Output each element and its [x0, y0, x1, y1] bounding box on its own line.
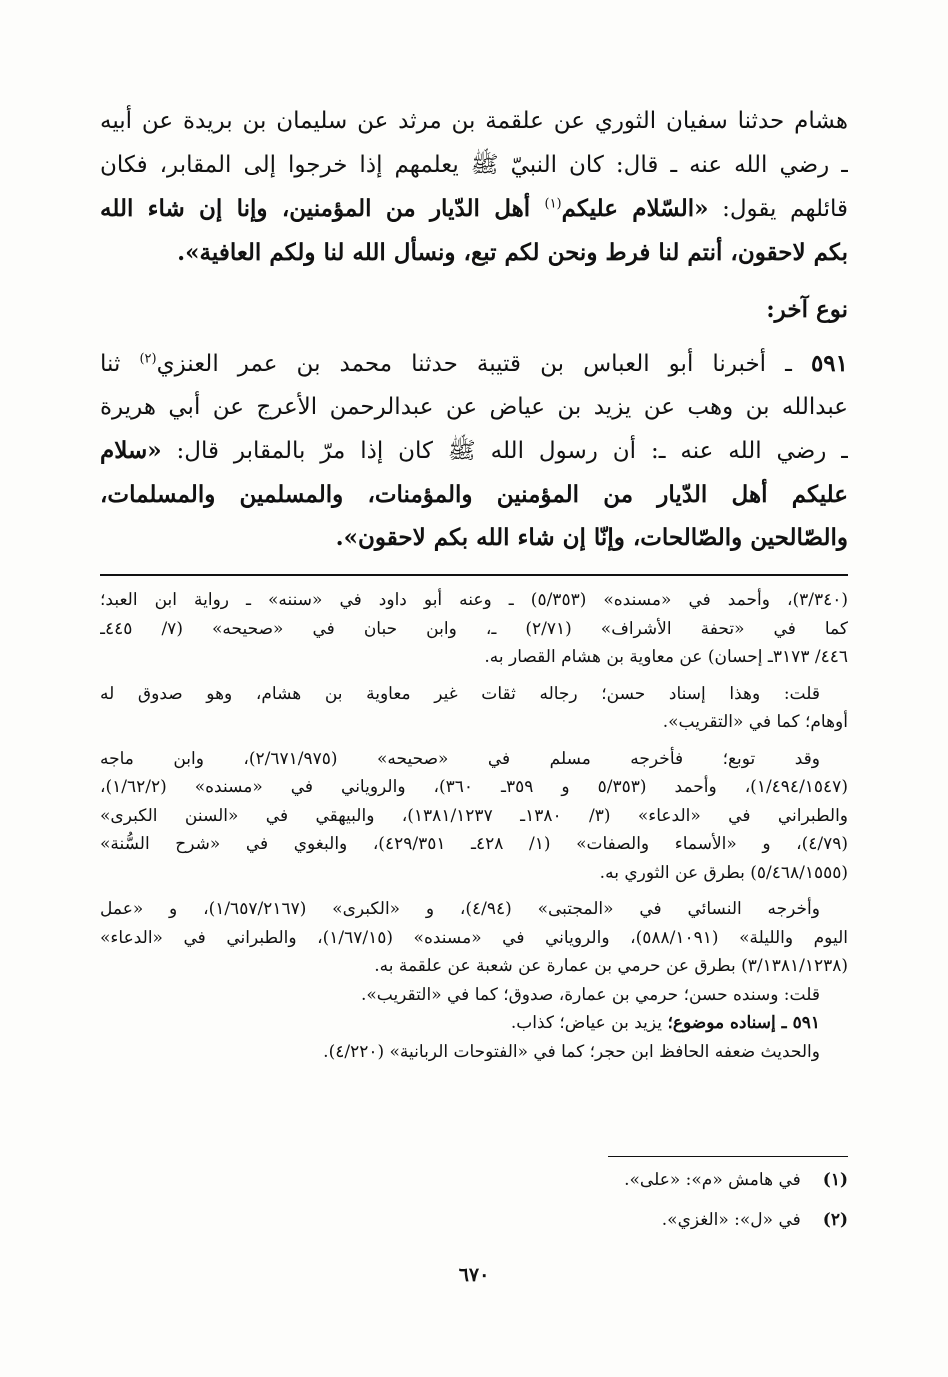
main-line: هشام حدثنا سفيان الثوري عن علقمة بن مرثد عن سليمان بن بريدة عن أبيه — [100, 108, 848, 134]
note-line: (٣/٣٤٠)، وأحمد في «مسنده» (٥/٣٥٣) ـ وعنه أبو داود في «سننه» ـ رواية ابن العبد؛ — [100, 590, 848, 610]
note-line: والطبراني في «الدعاء» (٣/ ١٣٨٠ـ ١٣٨١/١٢٣٧)، والبيهقي في «السنن الكبرى» — [100, 805, 848, 826]
hadith-591-line: ـ رضي الله عنه ـ: أن رسول الله ﷺ كان إذا مرّ بالمقابر قال: «سلام — [100, 437, 848, 464]
note-line: أوهام؛ كما في «التقريب». — [662, 712, 848, 732]
note-line: ٥٩١ ـ إسناده موضوع؛ يزيد بن عياض؛ كذاب. — [510, 1013, 820, 1033]
footnotes-divider — [608, 1156, 848, 1157]
note-line: (٣/١٣٨١/١٢٣٨) بطرق عن حرمي بن عمارة عن شعبة عن علقمة به. — [374, 956, 848, 976]
hadith-number: ٥٩١ — [792, 1013, 820, 1033]
page-number: ٦٧٠ — [458, 1264, 490, 1286]
footnote-1: (١)في هامش «م»: «على». — [624, 1170, 848, 1190]
note-line: والحديث ضعفه الحافظ ابن حجر؛ كما في «الفتوحات الربانية» (٤/٢٢٠). — [323, 1041, 820, 1062]
footnote-2: (٢)في «ل»: «الغزي». — [661, 1210, 848, 1230]
section-heading: نوع آخر: — [766, 296, 848, 323]
note-line: اليوم والليلة» (٥٨٨/١٠٩١)، والروياني في «مسنده» (١/٦٧/١٥)، والطبراني في «الدعاء» — [100, 927, 848, 948]
notes-divider — [100, 574, 848, 576]
footnote-ref: (١) — [544, 196, 562, 212]
commentary-notes — [100, 586, 848, 1066]
hadith-591-line: والصّالحين والصّالحات، وإنّا إن شاء الله بكم لاحقون». — [335, 524, 848, 551]
note-line: (١/٤٩٤/١٥٤٧)، وأحمد (٥/٣٥٣ و ٣٥٩ـ ٣٦٠)، والروياني في «مسنده» (١/٦٢/٢)، — [100, 777, 848, 797]
note-line: ٤٤٦/ ٣١٧٣ـ إحسان) عن معاوية بن هشام القصار به. — [484, 647, 848, 667]
footnote-ref: (٢) — [139, 351, 157, 367]
main-text — [100, 100, 848, 560]
note-line: قلت: وهذا إسناد حسن؛ رجاله ثقات غير معاوية بن هشام، وهو صدوق له — [100, 683, 820, 704]
hadith-591-line: ٥٩١ ـ أخبرنا أبو العباس بن قتيبة حدثنا محمد بن عمر العنزي$^{(٢)}$ ثنا — [100, 350, 848, 377]
hadith-591-line: عبدالله بن وهب عن يزيد بن عياض عن عبدالرحمن الأعرج عن أبي هريرة — [100, 393, 848, 420]
hadith-591-line: عليكم أهل الدّيار من المؤمنين والمؤمنات، والمسلمين والمسلمات، — [100, 480, 848, 508]
note-line: (٥/٤٦٨/١٥٥٥) بطرق عن الثوري به. — [599, 862, 848, 883]
note-line: وأخرجه النسائي في «المجتبى» (٤/٩٤)، و «الكبرى» (١/٦٥٧/٢١٦٧)، و «عمل — [100, 899, 820, 919]
note-line: وقد توبع؛ فأخرجه مسلم في «صحيحه» (٢/٦٧١/٩٧٥)، وابن ماجه — [100, 748, 820, 769]
note-line: قلت: وسنده حسن؛ حرمي بن عمارة، صدوق؛ كما في «التقريب». — [360, 984, 820, 1005]
hadith-number: ٥٩١ — [810, 350, 848, 377]
main-line: قائلهم يقول: «السّلام عليكم$^{(١)}$ أهل الدّيار من المؤمنين، وإنا إن شاء الله — [100, 195, 848, 222]
main-line: بكم لاحقون، أنتم لنا فرط ونحن لكم تبع، ونسأل الله لنا ولكم العافية». — [177, 238, 848, 266]
note-line: كما في «تحفة الأشراف» (٢/٧١) ـ، وابن حبان في «صحيحه» (٧/ ٤٤٥ـ — [100, 618, 848, 639]
main-line: ـ رضي الله عنه ـ قال: كان النبيّ ﷺ يعلمهم إذا خرجوا إلى المقابر، فكان — [100, 151, 848, 178]
note-line: (٤/٧٩)، و «الأسماء والصفات» (١/ ٤٢٨ـ ٤٢٩/٣٥١)، والبغوي في «شرح السُّنة» — [100, 834, 848, 854]
